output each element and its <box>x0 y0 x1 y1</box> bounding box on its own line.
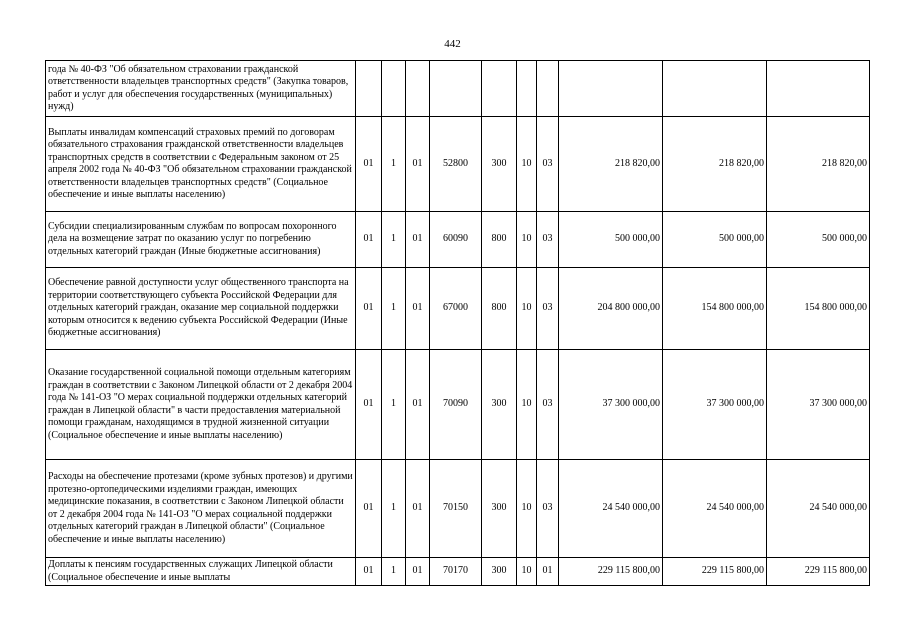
cell-amount-1: 37 300 000,00 <box>559 350 663 460</box>
cell-code-7 <box>537 61 559 117</box>
cell-code-5: 300 <box>482 350 517 460</box>
page-number: 442 <box>444 38 461 50</box>
cell-code-3: 01 <box>406 350 430 460</box>
cell-amount-3 <box>767 61 870 117</box>
cell-amount-3: 24 540 000,00 <box>767 460 870 558</box>
cell-amount-2: 218 820,00 <box>663 117 767 212</box>
cell-code-2: 1 <box>382 558 406 586</box>
cell-code-6: 10 <box>517 558 537 586</box>
cell-amount-3: 500 000,00 <box>767 212 870 268</box>
cell-amount-1: 500 000,00 <box>559 212 663 268</box>
cell-code-2: 1 <box>382 350 406 460</box>
cell-code-6: 10 <box>517 268 537 350</box>
table-row <box>46 268 870 350</box>
cell-code-3: 01 <box>406 212 430 268</box>
cell-code-7: 03 <box>537 117 559 212</box>
cell-code-4: 70150 <box>430 460 482 558</box>
cell-amount-3: 154 800 000,00 <box>767 268 870 350</box>
cell-amount-3: 37 300 000,00 <box>767 350 870 460</box>
table-row <box>46 212 870 268</box>
cell-code-7: 03 <box>537 350 559 460</box>
cell-code-7: 03 <box>537 460 559 558</box>
cell-code-2 <box>382 61 406 117</box>
row-description: Расходы на обеспечение протезами (кроме зубных протезов) и другими протезно-ортопедическими изделиями граждан, имеющих медицинские показания, в соответствии с Законом Липецкой области от 2 декабря 2004 года № 141-ОЗ "О мерах социальной поддержки отдельных категорий граждан в Липецкой области" (Социальное обеспечение и иные выплаты населению) <box>46 460 356 558</box>
table-row <box>46 117 870 212</box>
cell-amount-2: 229 115 800,00 <box>663 558 767 586</box>
row-description: Выплаты инвалидам компенсаций страховых премий по договорам обязательного страхования гражданской ответственности владельцев транспортных средств в соответствии с Федеральным законом от 25 апреля 2002 года № 40-ФЗ "Об обязательном страховании гражданской ответственности владельцев транспортных средств" (Социальное обеспечение и иные выплаты населению) <box>46 117 356 212</box>
cell-code-1 <box>356 61 382 117</box>
cell-code-2: 1 <box>382 117 406 212</box>
cell-code-1: 01 <box>356 268 382 350</box>
cell-amount-1: 204 800 000,00 <box>559 268 663 350</box>
table-row <box>46 460 870 558</box>
cell-amount-2: 500 000,00 <box>663 212 767 268</box>
cell-amount-2 <box>663 61 767 117</box>
cell-amount-1: 229 115 800,00 <box>559 558 663 586</box>
budget-table <box>45 60 870 586</box>
cell-amount-1: 218 820,00 <box>559 117 663 212</box>
cell-code-5: 300 <box>482 117 517 212</box>
cell-code-4: 52800 <box>430 117 482 212</box>
cell-code-3 <box>406 61 430 117</box>
cell-code-3: 01 <box>406 268 430 350</box>
cell-amount-2: 37 300 000,00 <box>663 350 767 460</box>
cell-code-1: 01 <box>356 212 382 268</box>
cell-code-3: 01 <box>406 558 430 586</box>
cell-amount-3: 218 820,00 <box>767 117 870 212</box>
cell-code-5: 300 <box>482 558 517 586</box>
table-row <box>46 350 870 460</box>
cell-code-4: 60090 <box>430 212 482 268</box>
cell-code-1: 01 <box>356 350 382 460</box>
table-row <box>46 558 870 586</box>
row-description: Субсидии специализированным службам по вопросам похоронного дела на возмещение затрат по оказанию услуг по погребению отдельных категорий граждан (Иные бюджетные ассигнования) <box>46 212 356 268</box>
cell-code-2: 1 <box>382 268 406 350</box>
cell-code-2: 1 <box>382 460 406 558</box>
cell-code-5: 300 <box>482 460 517 558</box>
cell-code-1: 01 <box>356 460 382 558</box>
cell-code-7: 03 <box>537 268 559 350</box>
cell-code-7: 03 <box>537 212 559 268</box>
cell-code-6 <box>517 61 537 117</box>
row-description: Доплаты к пенсиям государственных служащих Липецкой области (Социальное обеспечение и иные выплаты <box>46 558 356 586</box>
cell-code-4: 67000 <box>430 268 482 350</box>
row-description: Обеспечение равной доступности услуг общественного транспорта на территории соответствующего субъекта Российской Федерации для отдельных категорий граждан, оказание мер социальной поддержки которым относится к ведению субъекта Российской Федерации (Иные бюджетные ассигнования) <box>46 268 356 350</box>
cell-code-1: 01 <box>356 558 382 586</box>
row-description: года № 40-ФЗ "Об обязательном страховании гражданской ответственности владельцев транспортных средств" (Закупка товаров, работ и услуг для обеспечения государственных (муниципальных) нужд) <box>46 61 356 117</box>
cell-code-5: 800 <box>482 268 517 350</box>
cell-code-2: 1 <box>382 212 406 268</box>
cell-amount-1: 24 540 000,00 <box>559 460 663 558</box>
cell-code-6: 10 <box>517 350 537 460</box>
cell-code-6: 10 <box>517 460 537 558</box>
cell-code-7: 01 <box>537 558 559 586</box>
cell-code-3: 01 <box>406 117 430 212</box>
cell-amount-2: 154 800 000,00 <box>663 268 767 350</box>
cell-code-1: 01 <box>356 117 382 212</box>
cell-code-5: 800 <box>482 212 517 268</box>
cell-amount-2: 24 540 000,00 <box>663 460 767 558</box>
cell-code-6: 10 <box>517 212 537 268</box>
cell-code-6: 10 <box>517 117 537 212</box>
cell-code-4: 70170 <box>430 558 482 586</box>
cell-code-4: 70090 <box>430 350 482 460</box>
cell-code-4 <box>430 61 482 117</box>
table-row <box>46 61 870 117</box>
cell-amount-3: 229 115 800,00 <box>767 558 870 586</box>
cell-amount-1 <box>559 61 663 117</box>
cell-code-3: 01 <box>406 460 430 558</box>
row-description: Оказание государственной социальной помощи отдельным категориям граждан в соответствии с Законом Липецкой области от 2 декабря 2004 года № 141-ОЗ "О мерах социальной поддержки отдельных категорий граждан в Липецкой области" в части предоставления материальной помощи гражданам, находящимся в трудной жизненной ситуации (Социальное обеспечение и иные выплаты населению) <box>46 350 356 460</box>
cell-code-5 <box>482 61 517 117</box>
